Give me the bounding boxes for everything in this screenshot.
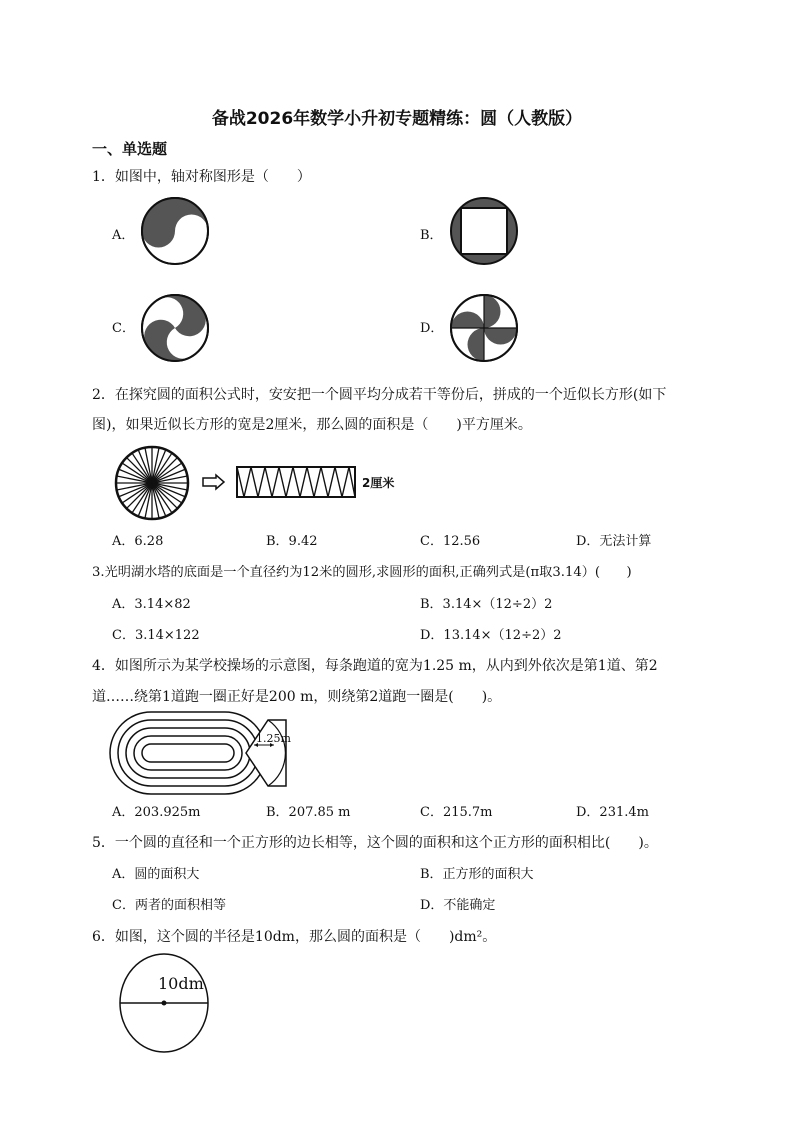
q4-stem-line2: 道……绕第1道跑一圈正好是200 m，则绕第2道跑一圈是( )。: [92, 689, 502, 705]
q6-stem: 6．如图，这个圆的半径是10dm，那么圆的面积是（ )dm²。: [92, 929, 497, 945]
q1-figure-d: [449, 293, 519, 363]
q1-option-a-label[interactable]: A．: [112, 228, 135, 243]
q4-option-b[interactable]: B．207.85 m: [266, 805, 351, 820]
q1-option-c-label[interactable]: C．: [112, 321, 135, 336]
q6-circle-figure: [118, 952, 210, 1054]
q4-option-c[interactable]: C．215.7m: [420, 805, 493, 820]
section-heading: 一、单选题: [92, 140, 168, 158]
q5-option-d[interactable]: D．不能确定: [420, 898, 496, 913]
q6-figure-label: 10dm: [158, 974, 204, 993]
q2-option-d[interactable]: D．无法计算: [576, 534, 652, 549]
q3-option-b[interactable]: B．3.14×（12÷2）2: [420, 597, 553, 612]
q5-stem: 5．一个圆的直径和一个正方形的边长相等，这个圆的面积和这个正方形的面积相比( )。: [92, 835, 658, 851]
q4-option-a[interactable]: A．203.925m: [112, 805, 201, 820]
q2-option-b[interactable]: B．9.42: [266, 534, 318, 549]
q2-option-c[interactable]: C．12.56: [420, 534, 481, 549]
q2-stem-line2: 图)，如果近似长方形的宽是2厘米，那么圆的面积是（ )平方厘米。: [92, 417, 532, 433]
q2-figure-label: 2厘米: [362, 476, 395, 490]
q2-sectored-circle-figure: [112, 443, 192, 523]
page-title: 备战2026年数学小升初专题精练：圆（人教版）: [211, 109, 583, 129]
q3-stem: 3.光明湖水塔的底面是一个直径约为12米的圆形,求圆形的面积,正确列式是(π取3.14）( ): [92, 565, 632, 580]
q1-stem: 1．如图中，轴对称图形是（ ）: [92, 169, 311, 185]
q4-figure-label: 1.25m: [256, 732, 291, 745]
arrow-right-icon: [202, 474, 226, 490]
q5-option-c[interactable]: C．两者的面积相等: [112, 898, 226, 913]
q3-option-d[interactable]: D．13.14×（12÷2）2: [420, 628, 562, 643]
q2-stem-line1: 2．在探究圆的面积公式时，安安把一个圆平均分成若干等份后，拼成的一个近似长方形(如下: [92, 387, 667, 403]
q5-option-a[interactable]: A．圆的面积大: [112, 867, 200, 882]
q4-track-figure: [108, 708, 294, 796]
q2-option-a[interactable]: A．6.28: [112, 534, 164, 549]
q1-figure-c: [140, 293, 210, 363]
q4-option-d[interactable]: D．231.4m: [576, 805, 649, 820]
q1-figure-b: [449, 196, 519, 266]
q2-approx-rectangle-figure: [236, 465, 356, 499]
q1-figure-a: [140, 196, 210, 266]
q3-option-c[interactable]: C．3.14×122: [112, 628, 200, 643]
q4-stem-line1: 4．如图所示为某学校操场的示意图，每条跑道的宽为1.25 m，从内到外依次是第1道、第2: [92, 658, 658, 674]
q1-option-b-label[interactable]: B．: [420, 228, 443, 243]
q3-option-a[interactable]: A．3.14×82: [112, 597, 191, 612]
q1-option-d-label[interactable]: D．: [420, 321, 444, 336]
q5-option-b[interactable]: B．正方形的面积大: [420, 867, 534, 882]
